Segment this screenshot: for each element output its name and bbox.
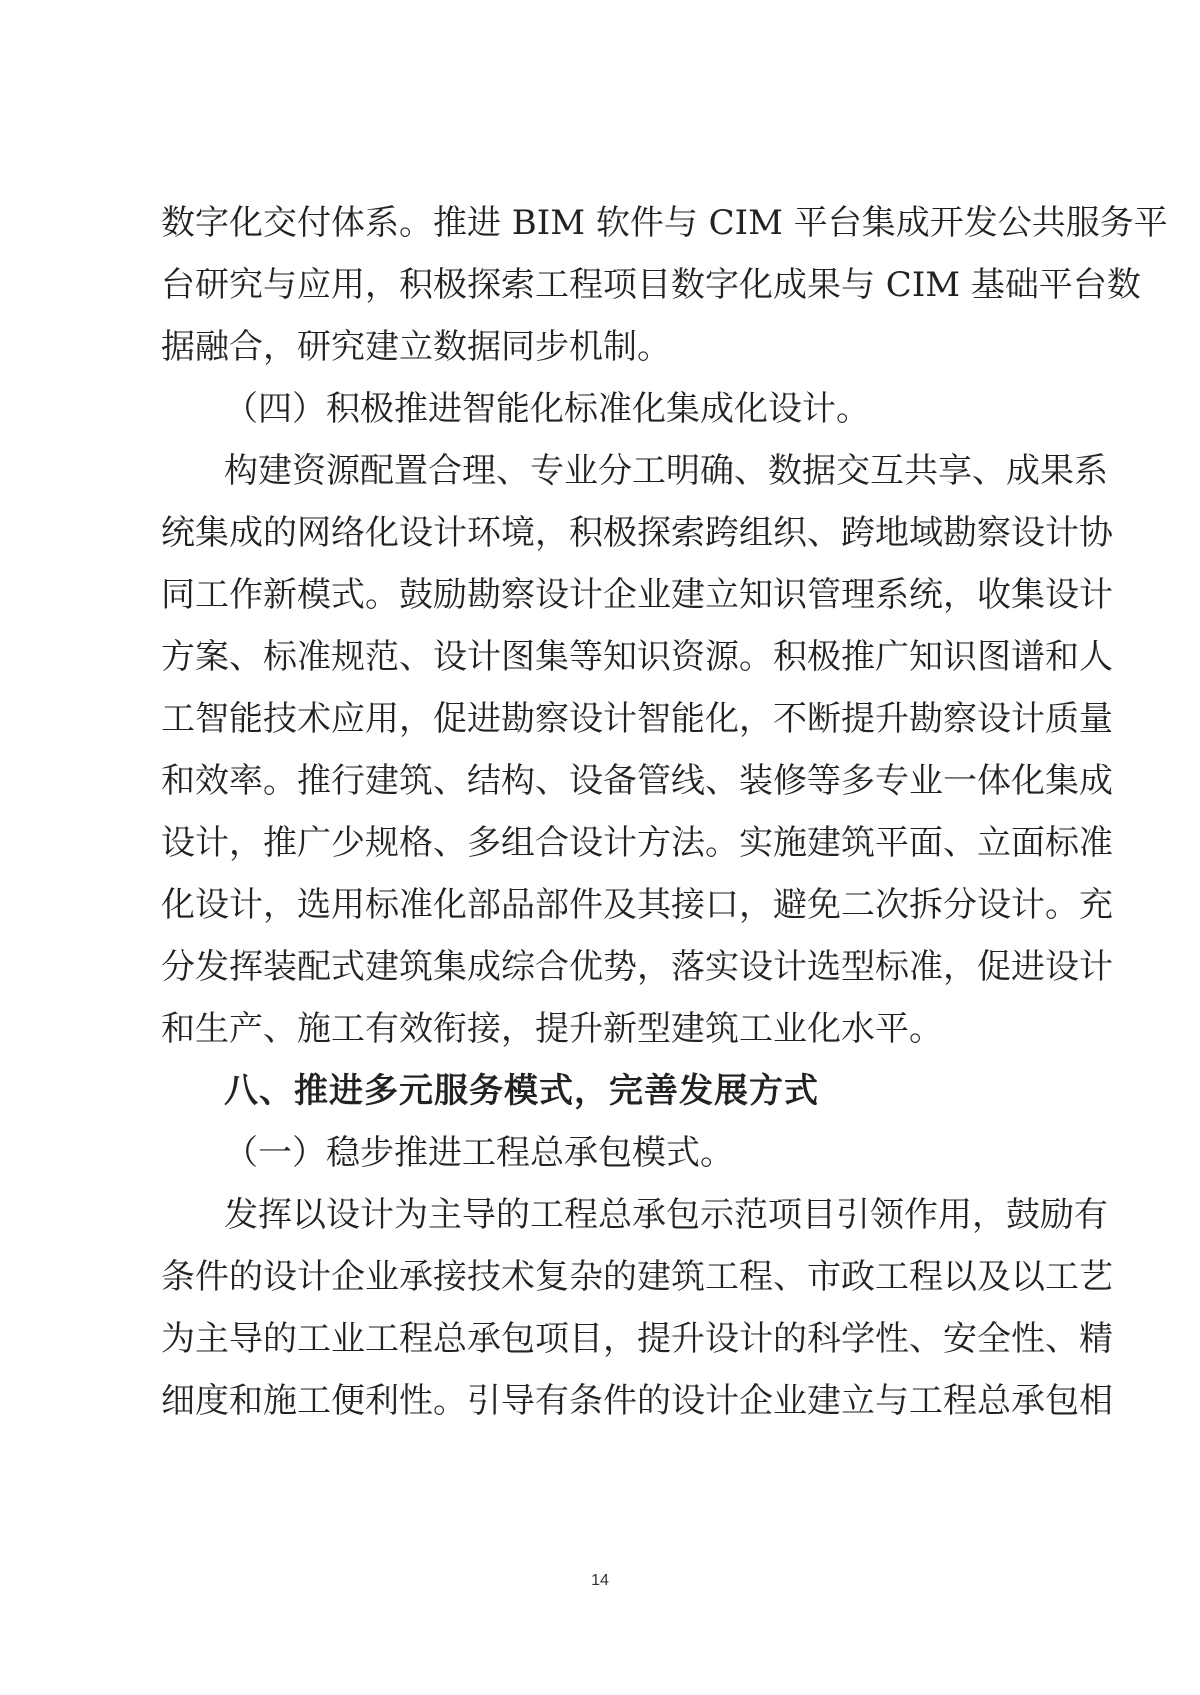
page-number: 14 (591, 1572, 609, 1589)
section-heading: 八、推进多元服务模式，完善发展方式 (224, 1071, 819, 1111)
paragraph-line: 发挥以设计为主导的工程总承包示范项目引领作用，鼓励有 (224, 1195, 1108, 1235)
paragraph-line: 构建资源配置合理、专业分工明确、数据交互共享、成果系 (224, 451, 1108, 491)
paragraph-line: 和效率。推行建筑、结构、设备管线、装修等多专业一体化集成 (161, 761, 1113, 801)
paragraph-line: 工智能技术应用，促进勘察设计智能化，不断提升勘察设计质量 (161, 699, 1113, 739)
paragraph-line: 条件的设计企业承接技术复杂的建筑工程、市政工程以及以工艺 (161, 1257, 1113, 1297)
paragraph-line: 细度和施工便利性。引导有条件的设计企业建立与工程总承包相 (161, 1381, 1113, 1421)
paragraph-line: 方案、标准规范、设计图集等知识资源。积极推广知识图谱和人 (161, 637, 1113, 677)
paragraph-line: 化设计，选用标准化部品部件及其接口，避免二次拆分设计。充 (161, 885, 1113, 925)
paragraph-line: 和生产、施工有效衔接，提升新型建筑工业化水平。 (161, 1009, 943, 1049)
paragraph-line: 设计，推广少规格、多组合设计方法。实施建筑平面、立面标准 (161, 823, 1113, 863)
paragraph-line: 为主导的工业工程总承包项目，提升设计的科学性、安全性、精 (161, 1319, 1113, 1359)
subheading: （一）稳步推进工程总承包模式。 (224, 1133, 734, 1173)
paragraph-line: 同工作新模式。鼓励勘察设计企业建立知识管理系统，收集设计 (161, 575, 1113, 615)
paragraph-line: 台研究与应用，积极探索工程项目数字化成果与 CIM 基础平台数 (161, 265, 1141, 305)
paragraph-line: 分发挥装配式建筑集成综合优势，落实设计选型标准，促进设计 (161, 947, 1113, 987)
subheading: （四）积极推进智能化标准化集成化设计。 (224, 389, 870, 429)
paragraph-line: 据融合，研究建立数据同步机制。 (161, 327, 671, 367)
paragraph-line: 数字化交付体系。推进 BIM 软件与 CIM 平台集成开发公共服务平 (161, 203, 1168, 243)
paragraph-line: 统集成的网络化设计环境，积极探索跨组织、跨地域勘察设计协 (161, 513, 1113, 553)
